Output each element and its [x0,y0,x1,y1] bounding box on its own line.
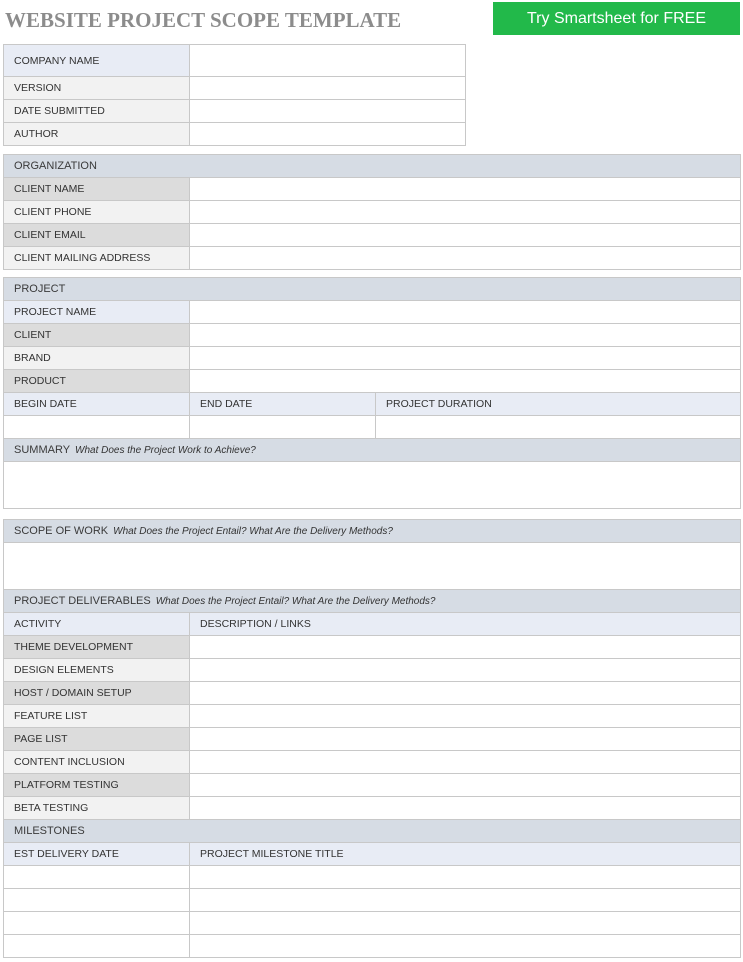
client-phone-field[interactable] [190,201,741,224]
activity-label: PLATFORM TESTING [4,774,190,797]
est-delivery-date-header: EST DELIVERY DATE [4,843,190,866]
company-info-table [3,44,466,146]
activity-label: BETA TESTING [4,797,190,820]
version-label: VERSION [4,77,190,100]
summary-hint: What Does the Project Work to Achieve? [75,445,256,456]
activity-description-field[interactable] [190,797,741,820]
date-submitted-label: DATE SUBMITTED [4,100,190,123]
activity-description-field[interactable] [190,682,741,705]
client-mailing-address-label: CLIENT MAILING ADDRESS [4,247,190,270]
activity-description-field[interactable] [190,705,741,728]
summary-heading-label: SUMMARY [14,444,71,456]
scope-deliverables-table [3,519,741,958]
client-label: CLIENT [4,324,190,347]
project-duration-field[interactable] [376,416,741,439]
client-name-label: CLIENT NAME [4,178,190,201]
client-mailing-address-field[interactable] [190,247,741,270]
activity-label: FEATURE LIST [4,705,190,728]
activity-label: HOST / DOMAIN SETUP [4,682,190,705]
project-name-label: PROJECT NAME [4,301,190,324]
project-milestone-title-header: PROJECT MILESTONE TITLE [190,843,741,866]
section-spacer [4,270,741,278]
client-field[interactable] [190,324,741,347]
begin-date-field[interactable] [4,416,190,439]
milestone-date-field[interactable] [4,912,190,935]
client-name-field[interactable] [190,178,741,201]
organization-heading: ORGANIZATION [4,155,741,178]
brand-label: BRAND [4,347,190,370]
activity-label: THEME DEVELOPMENT [4,636,190,659]
version-field[interactable] [190,77,466,100]
client-phone-label: CLIENT PHONE [4,201,190,224]
end-date-header: END DATE [190,393,376,416]
begin-date-header: BEGIN DATE [4,393,190,416]
author-label: AUTHOR [4,123,190,146]
activity-description-field[interactable] [190,659,741,682]
product-field[interactable] [190,370,741,393]
activity-description-field[interactable] [190,636,741,659]
activity-description-field[interactable] [190,751,741,774]
summary-field[interactable] [4,462,741,509]
author-field[interactable] [190,123,466,146]
activity-header: ACTIVITY [4,613,190,636]
activity-description-field[interactable] [190,774,741,797]
project-deliverables-heading [4,590,741,613]
activity-label: PAGE LIST [4,728,190,751]
company-name-label: COMPANY NAME [4,45,190,77]
scope-of-work-field[interactable] [4,543,741,590]
activity-label: CONTENT INCLUSION [4,751,190,774]
milestones-heading: MILESTONES [4,820,741,843]
milestone-date-field[interactable] [4,866,190,889]
milestone-date-field[interactable] [4,889,190,912]
description-links-header: DESCRIPTION / LINKS [190,613,741,636]
client-email-field[interactable] [190,224,741,247]
project-heading: PROJECT [4,278,741,301]
client-email-label: CLIENT EMAIL [4,224,190,247]
milestone-title-field[interactable] [190,912,741,935]
milestone-title-field[interactable] [190,935,741,958]
milestone-title-field[interactable] [190,866,741,889]
activity-description-field[interactable] [190,728,741,751]
milestone-date-field[interactable] [4,935,190,958]
organization-project-table [3,154,741,509]
milestone-title-field[interactable] [190,889,741,912]
project-duration-header: PROJECT DURATION [376,393,741,416]
deliverables-heading-label: PROJECT DELIVERABLES [14,595,151,607]
project-name-field[interactable] [190,301,741,324]
end-date-field[interactable] [190,416,376,439]
activity-label: DESIGN ELEMENTS [4,659,190,682]
product-label: PRODUCT [4,370,190,393]
date-submitted-field[interactable] [190,100,466,123]
page-title: WEBSITE PROJECT SCOPE TEMPLATE [5,8,402,32]
brand-field[interactable] [190,347,741,370]
deliverables-hint: What Does the Project Entail? What Are the Delivery Methods? [155,596,436,607]
company-name-field[interactable] [190,45,466,77]
scope-heading-label: SCOPE OF WORK [14,525,109,537]
scope-hint: What Does the Project Entail? What Are the Delivery Methods? [113,526,393,537]
scope-of-work-heading [4,520,741,543]
try-smartsheet-button[interactable]: Try Smartsheet for FREE [493,2,740,35]
summary-heading [4,439,741,462]
